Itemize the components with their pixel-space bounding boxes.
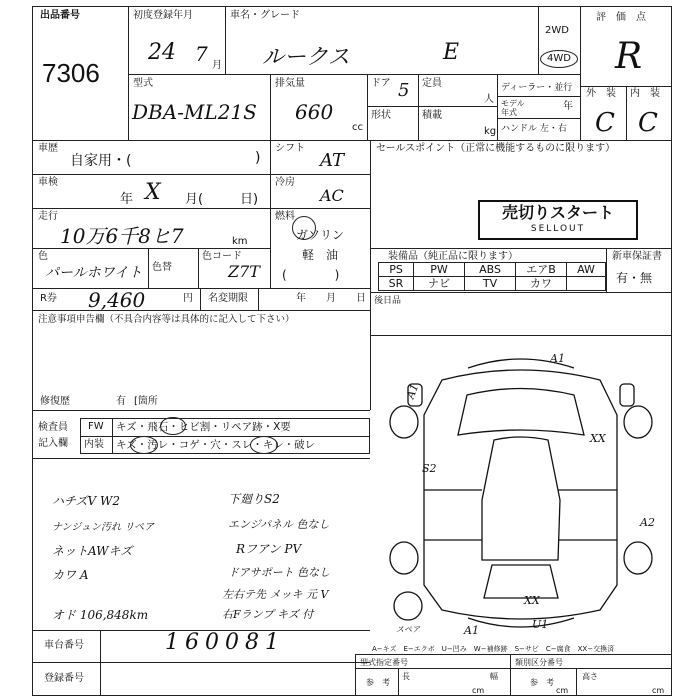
cm-2: cm	[556, 686, 569, 695]
remark-left-3: ネットAWキズ	[52, 544, 133, 558]
mark-xx-rear: XX	[524, 594, 540, 607]
divider	[497, 96, 580, 97]
divider	[370, 292, 672, 293]
drive-4wd: 4WD	[547, 53, 571, 64]
stamp-sub: SELLOUT	[530, 224, 586, 234]
model-grade-label: 車名・グレード	[230, 10, 300, 21]
divider	[576, 668, 577, 696]
remark-right-4: ドアサポート 色なし	[228, 566, 331, 579]
recycle-value: 9,460	[88, 288, 146, 312]
shift-value: AT	[320, 150, 345, 171]
divider	[80, 436, 370, 437]
divider	[32, 458, 370, 459]
first-reg-label: 初度登録年月	[133, 10, 193, 21]
repair-place: [箇所	[134, 396, 158, 407]
divider	[32, 174, 370, 175]
fw-label: FW	[88, 421, 104, 432]
name-change-label: 名変期限	[208, 293, 248, 304]
repair-label: 修復歴	[40, 396, 70, 407]
type-value: DBA-ML21S	[132, 100, 257, 124]
color-change-label: 色替	[152, 262, 172, 273]
mark-a1-rear: A1	[464, 624, 479, 637]
remark-right-1: 下廻りS2	[228, 492, 280, 506]
divider	[626, 86, 627, 140]
divider	[32, 288, 370, 289]
wheel-fl	[390, 406, 418, 438]
divider	[32, 310, 370, 311]
grade: E	[443, 40, 460, 65]
doors-value: 5	[398, 80, 410, 101]
remark-right-6: 右Fランプ キズ 付	[222, 608, 314, 621]
notes-label: 注意事項申告欄（不具合内容等は具体的に記入して下さい）	[38, 314, 295, 325]
fuel-gas-circle	[292, 216, 316, 240]
mark-u1-rear: U1	[532, 618, 549, 631]
doors-label: ドア	[371, 78, 391, 89]
remark-left-1: ハチズV W2	[52, 494, 120, 508]
inspector-label-2: 記入欄	[38, 438, 68, 449]
score-label: 評 価 点	[596, 12, 646, 23]
sellout-stamp	[478, 200, 638, 240]
stamp-main: 売切りスタート	[501, 203, 614, 222]
equip-sr: SR	[378, 276, 414, 291]
cm-3: cm	[652, 686, 665, 695]
color-code-label: 色コード	[202, 251, 242, 262]
type-label: 型式	[133, 78, 153, 89]
color-value: パールホワイト	[45, 265, 143, 281]
cooler-label: 冷房	[275, 177, 295, 188]
class-label: 類別区分番号	[515, 658, 563, 667]
remark-right-3: Rフアン PV	[236, 542, 302, 556]
divider	[497, 118, 580, 119]
divider	[270, 140, 271, 288]
dealer-label: ディーラー・並行	[501, 83, 573, 93]
lot-label: 出品番号	[40, 10, 80, 21]
ext-value: C	[595, 108, 615, 138]
rear-seat-label: 後日品	[374, 296, 402, 306]
divider	[398, 668, 399, 696]
history-close: )	[255, 150, 261, 166]
fuel-light: 軽 油	[302, 248, 339, 262]
fuel-gas: ガソリン	[296, 228, 345, 242]
circle-mark	[130, 436, 158, 454]
history-label: 車歴	[38, 143, 58, 154]
car-rear-glass	[484, 565, 558, 598]
int-insp-text: キズ・汚レ・コゲ・穴・スレ・キレ・破レ	[116, 439, 316, 451]
divider	[258, 288, 259, 310]
inspection-month: 月(	[185, 192, 204, 207]
equip-empty	[566, 276, 606, 291]
ref-label-1: 参 考	[366, 678, 390, 687]
inspection-day: 日)	[240, 192, 259, 207]
mark-a2-right: A2	[640, 516, 655, 529]
divider	[367, 74, 368, 140]
fuel-label: 燃料	[275, 211, 295, 222]
divider	[538, 6, 539, 74]
int-label: 内 装	[630, 88, 660, 99]
mark-xx-right: XX	[590, 432, 606, 445]
repair-value: 有	[116, 396, 126, 407]
circle-mark	[160, 417, 186, 435]
divider	[198, 248, 199, 288]
divider	[148, 248, 149, 288]
cooler-value: AC	[320, 186, 344, 205]
divider	[112, 418, 113, 454]
car-body-outline	[424, 370, 617, 619]
ext-label: 外 装	[586, 88, 616, 99]
capacity-label: 定員	[422, 78, 442, 89]
warranty-label: 新車保証書	[612, 251, 662, 262]
divider	[32, 140, 672, 141]
recycle-label: R券	[40, 293, 57, 304]
model-name: ルークス	[262, 45, 350, 70]
divider	[367, 106, 497, 107]
divider	[370, 335, 672, 336]
remark-left-2: ナンジュン汚れ リペア	[52, 522, 155, 533]
model-year-label: モデル年式	[501, 99, 525, 117]
divider	[370, 248, 672, 249]
divider	[128, 74, 580, 75]
car-diagram	[372, 340, 670, 640]
divider	[32, 410, 370, 411]
designated-label: 型式指定番号	[360, 658, 408, 667]
divider	[200, 288, 201, 310]
wheel-rl	[390, 542, 418, 574]
divider	[370, 140, 371, 410]
fw-text: キズ・飛石・ヒビ割・リペア跡・X要	[116, 421, 291, 433]
inspection-year: 年	[120, 192, 134, 207]
car-hood	[458, 389, 584, 436]
inspector-label-1: 検査員	[38, 422, 68, 433]
car-cabin	[482, 437, 560, 560]
name-change-ym: 年 月 日	[296, 293, 366, 304]
selling-label: セールスポイント（正常に機能するものに限ります）	[376, 143, 616, 154]
displacement-label: 排気量	[275, 78, 305, 89]
handle-label: ハンドル 左・右	[501, 124, 567, 134]
recycle-unit: 円	[183, 293, 193, 304]
mileage-label: 走行	[38, 211, 58, 222]
equip-abs: ABS	[464, 262, 516, 277]
divider	[580, 6, 581, 140]
divider	[128, 6, 129, 140]
color-code-value: Z7T	[228, 262, 260, 281]
drive-2wd: 2WD	[545, 25, 569, 36]
displacement-value: 660	[295, 100, 334, 124]
mirror-right	[620, 384, 634, 406]
inspection-mark: X	[145, 180, 161, 205]
load-label: 積載	[422, 110, 442, 121]
divider	[32, 248, 270, 249]
divider	[418, 74, 419, 140]
shape-label: 形状	[371, 110, 391, 121]
warranty-value: 有・無	[616, 271, 653, 285]
mileage-unit: km	[232, 236, 248, 247]
legend: A−キズ E−エクボ U−凹み W−補修跡 S−サビ C−腐食 XX−交換済	[372, 645, 615, 653]
equipment-label: 装備品（純正品に限ります）	[388, 251, 518, 262]
divider	[510, 654, 511, 696]
equip-tv: TV	[464, 276, 516, 291]
ref-label-2: 参 考	[530, 678, 554, 687]
color-label: 色	[38, 251, 48, 262]
lot-number: 7306	[42, 58, 100, 88]
first-reg-month: 7	[195, 42, 208, 66]
cm-1: cm	[472, 686, 485, 695]
equip-pw: PW	[413, 262, 465, 277]
divider	[32, 208, 370, 209]
shift-label: シフト	[275, 143, 305, 154]
mileage-value: 10万6千8ヒ7	[60, 224, 184, 248]
length-label: 長	[402, 672, 410, 681]
equip-ps: PS	[378, 262, 414, 277]
equip-navi: ナビ	[413, 276, 465, 291]
divider	[270, 74, 271, 140]
wheel-rr	[624, 542, 652, 574]
circle-mark	[250, 436, 278, 454]
divider	[355, 668, 672, 669]
wheel-fr	[624, 406, 652, 438]
divider	[225, 6, 226, 74]
divider	[497, 74, 498, 140]
mark-s2: S2	[422, 462, 437, 475]
score-value: R	[615, 36, 643, 77]
height-label: 高さ	[582, 672, 598, 681]
model-year-unit: 年	[563, 101, 573, 112]
remark-right-5: 左右テ先 メッキ 元 V	[222, 588, 329, 601]
remark-left-4: カワ A	[52, 568, 89, 582]
equip-aw: AW	[566, 262, 606, 277]
load-unit: kg	[484, 126, 497, 137]
history-value: 自家用・(	[70, 153, 132, 169]
divider	[32, 662, 370, 663]
equip-airbag: エアB	[515, 262, 567, 277]
month-unit: 月	[212, 60, 222, 71]
divider	[606, 248, 607, 292]
first-reg-year: 24	[148, 40, 176, 65]
chassis-value: 160081	[165, 630, 285, 655]
displacement-unit: cc	[352, 122, 363, 133]
mark-a1-left: A1	[403, 382, 422, 401]
remark-left-5: オド 106,848km	[52, 608, 149, 622]
int-value: C	[638, 108, 658, 138]
capacity-unit: 人	[484, 94, 494, 105]
spare-label: スペア	[396, 625, 420, 634]
divider	[100, 630, 101, 696]
inspection-label: 車検	[38, 177, 58, 188]
remark-right-2: エンジパネル 色なし	[228, 518, 330, 531]
width-label: 幅	[490, 672, 498, 681]
equip-leather: カワ	[515, 276, 567, 291]
mark-a1-front: A1	[550, 352, 565, 365]
chassis-label: 車台番号	[44, 640, 84, 651]
fuel-paren: ( )	[282, 268, 340, 282]
reg-label: 登録番号	[44, 673, 84, 684]
wheel-spare	[394, 592, 422, 620]
int-insp-label: 内装	[84, 439, 104, 450]
